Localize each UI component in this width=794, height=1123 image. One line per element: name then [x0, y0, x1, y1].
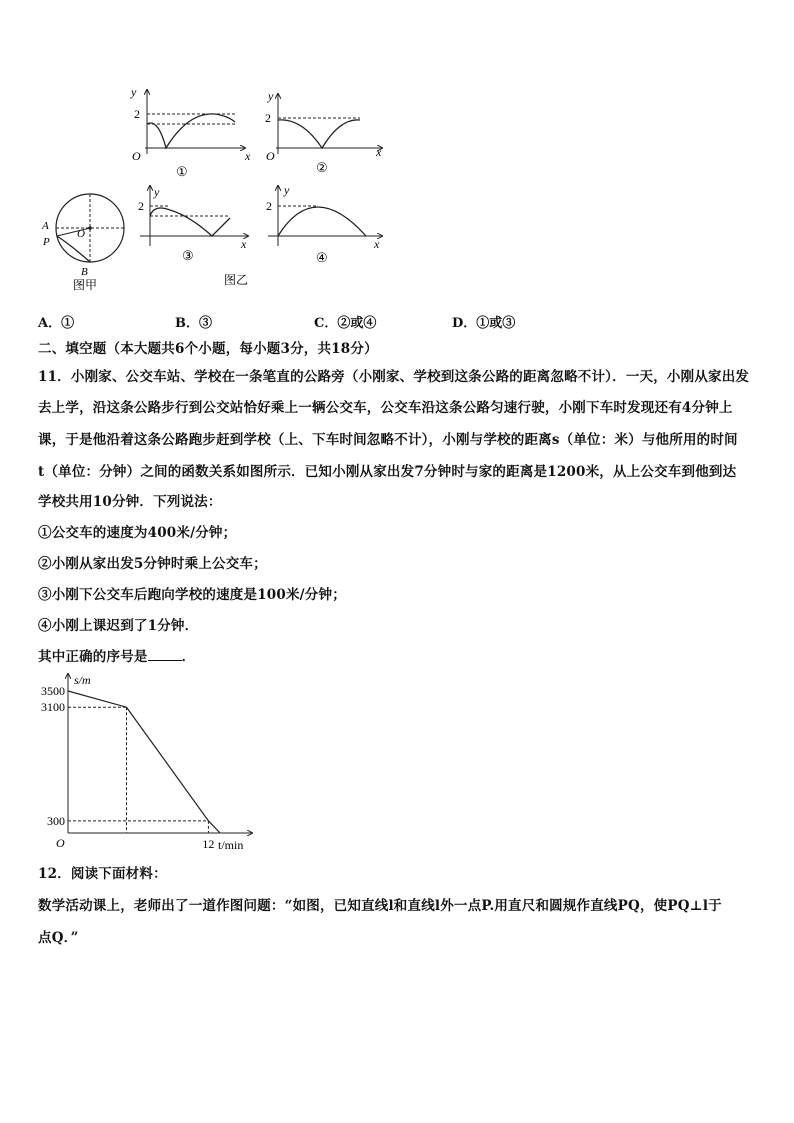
section-heading: 二、填空题（本大题共6个小题，每小题3分，共18分）: [38, 341, 378, 357]
answer-prompt: 其中正确的序号是: [38, 649, 148, 665]
option-d[interactable]: [452, 312, 515, 331]
y-tick-2: 2: [265, 111, 271, 125]
distance-line: [68, 691, 220, 833]
option-c[interactable]: [314, 312, 376, 331]
graph-4-label: ④: [316, 250, 328, 265]
option-a[interactable]: [38, 312, 74, 331]
q12-line-1: 数学活动课上，老师出了一道作图问题：“如图，已知直线l和直线l外一点P.用直尺和圆规作直线PQ，使PQ⊥l于: [38, 898, 722, 914]
option-d-text: ①或③: [476, 316, 516, 331]
q12-line-2: 点Q．”: [38, 930, 79, 946]
y-tick-2: 2: [138, 199, 144, 213]
q11-answer-line: [38, 645, 195, 665]
graph-2: [265, 89, 382, 175]
y-axis-label: y: [268, 89, 274, 103]
q11-statement-1: ①公交车的速度为400米/分钟；: [38, 525, 237, 541]
q11-statement-3: ③小刚下公交车后跑向学校的速度是100米/分钟；: [38, 587, 346, 603]
answer-blank[interactable]: [148, 648, 182, 661]
point-p-label: P: [43, 236, 50, 248]
x-axis-label: x: [241, 237, 247, 251]
function-graphs: [40, 82, 384, 296]
option-c-text: ②或④: [337, 316, 377, 331]
option-b-letter: B．: [175, 316, 199, 331]
option-a-letter: A．: [38, 316, 62, 331]
y-tick-label: 300: [47, 813, 65, 828]
x-axis-label: x: [374, 237, 380, 251]
graph-1: [130, 85, 251, 179]
graph-3-label: ③: [182, 248, 194, 263]
q11-line-4: t（单位：分钟）之间的函数关系如图所示．已知小刚从家出发7分钟时与家的距离是1200米，从上公交车到他到达: [38, 464, 737, 480]
circle-figure: [41, 194, 124, 292]
y-axis-title: s/m: [74, 673, 91, 687]
option-d-letter: D．: [452, 316, 477, 331]
y-tick-2: 2: [266, 199, 272, 213]
graph-3: [138, 185, 248, 287]
option-c-letter: C．: [314, 316, 338, 331]
q11-line-3: 课，于是他沿着这条公路跑步赶到学校（上、下车时间忽略不计），小刚与学校的距离s（单位：米）与他所用的时间: [38, 432, 738, 448]
q11-line-1: 11．小刚家、公交车站、学校在一条笔直的公路旁（小刚家、学校到这条公路的距离忽略不计）．一天，小刚从家出发: [38, 369, 750, 385]
q12-heading: 12．阅读下面材料：: [38, 866, 167, 882]
x-axis-label: x: [245, 149, 251, 163]
chart-svg: [30, 670, 260, 854]
distance-time-chart: [30, 670, 260, 854]
point-b-label: B: [81, 266, 88, 278]
option-a-text: ①: [61, 316, 75, 331]
y-tick-2: 2: [134, 107, 140, 121]
q11-line-5: 学校共用10分钟．下列说法：: [38, 494, 222, 510]
x-axis-title: t/min: [218, 838, 244, 852]
q11-line-2: 去上学，沿这条公路步行到公交站恰好乘上一辆公交车，公交车沿这条公路匀速行驶，小刚下车时发现还有4分钟上: [38, 400, 733, 416]
answer-end: ．: [181, 649, 196, 665]
option-b[interactable]: [175, 312, 212, 331]
chart-origin-label: O: [56, 836, 65, 850]
graph-1-label: ①: [176, 164, 188, 179]
graph-4: [266, 183, 382, 265]
q11-statement-2: ②小刚从家出发5分钟时乘上公交车；: [38, 556, 267, 572]
y-axis-label: y: [284, 183, 290, 197]
origin-label: O: [132, 149, 141, 163]
fig-b-caption: 图乙: [224, 273, 249, 287]
fig-a-caption: 图甲: [73, 278, 98, 292]
y-tick-label: 3100: [41, 700, 65, 715]
point-a-label: A: [42, 220, 49, 232]
x-axis-label: x: [376, 145, 382, 159]
figure-panel: [40, 82, 384, 296]
y-axis-label: y: [131, 85, 137, 99]
origin-label: O: [266, 149, 275, 163]
y-axis-label: y: [154, 185, 160, 199]
y-tick-label: 3500: [41, 684, 65, 698]
x-tick-label: 12: [202, 837, 215, 851]
graph-2-label: ②: [316, 160, 328, 175]
option-b-text: ③: [199, 316, 213, 331]
q11-statement-4: ④小刚上课迟到了1分钟．: [38, 618, 199, 634]
point-o-label: O: [77, 228, 85, 240]
